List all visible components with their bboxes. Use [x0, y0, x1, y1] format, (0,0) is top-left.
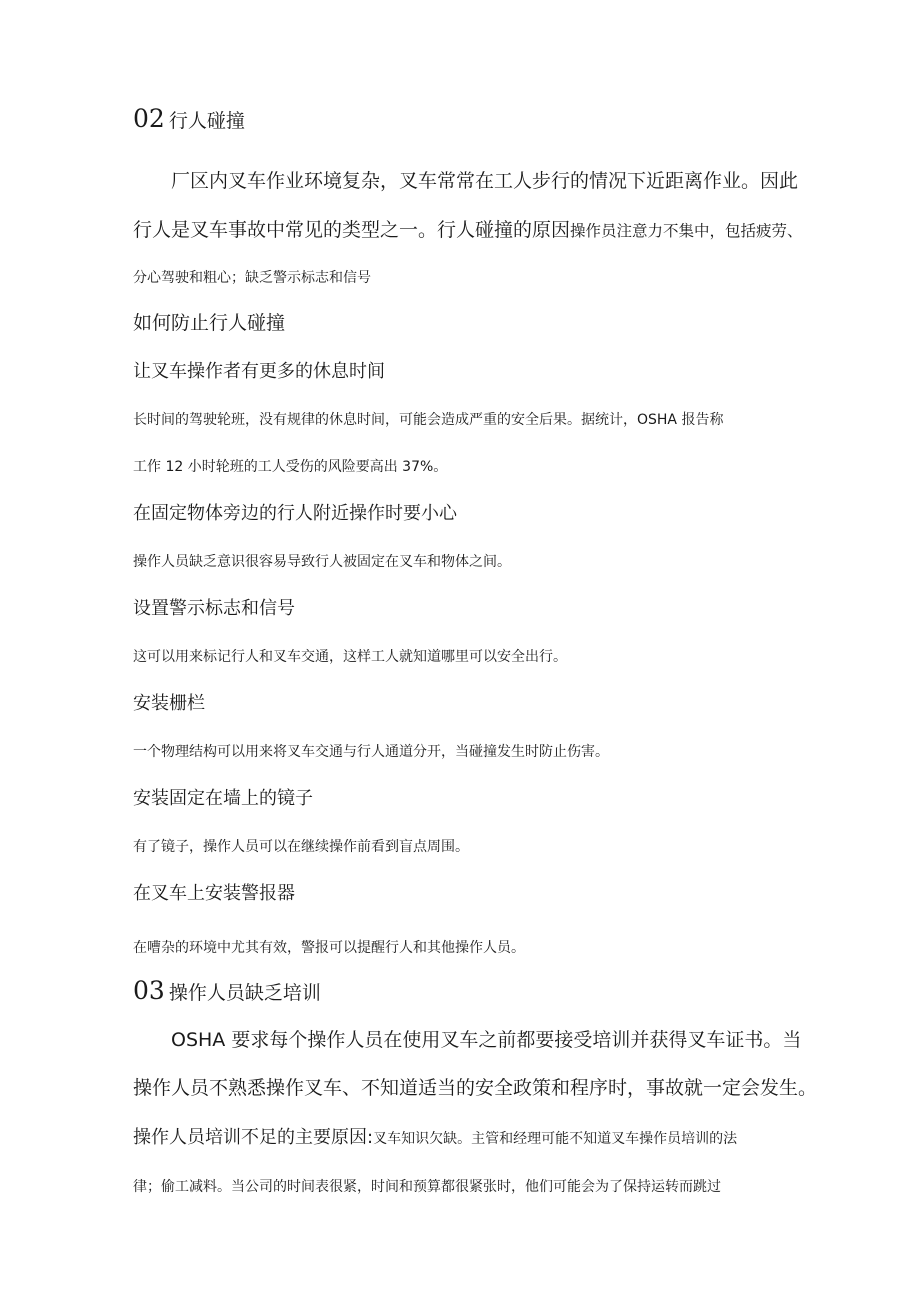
subsection-heading: 如何防止行人碰撞 — [133, 312, 286, 334]
paragraph-text: 行人是叉车事故中常见的类型之一。行人碰撞的原因 — [133, 219, 571, 241]
paragraph-text: 叉车知识欠缺。主管和经理可能不知道叉车操作员培训的法 — [373, 1131, 738, 1147]
paragraph-line: 律；偷工减料。当公司的时间表很紧，时间和预算都很紧张时，他们可能会为了保持运转而跳过 — [133, 1179, 721, 1195]
section-number: 03 — [133, 976, 165, 1005]
item-text: 这可以用来标记行人和叉车交通，这样工人就知道哪里可以安全出行。 — [133, 649, 567, 665]
paragraph-line: OSHA 要求每个操作人员在使用叉车之前都要接受培训并获得叉车证书。当 — [171, 1029, 802, 1051]
paragraph-line — [133, 1129, 737, 1147]
item-text: 长时间的驾驶轮班，没有规律的休息时间，可能会造成严重的安全后果。据统计，OSHA 报告称 — [133, 412, 724, 428]
paragraph-line: 分心驾驶和粗心；缺乏警示标志和信号 — [133, 270, 371, 286]
item-title: 安装栅栏 — [133, 693, 205, 714]
paragraph-line: 操作人员不熟悉操作叉车、不知道适当的安全政策和程序时，事故就一定会发生。 — [133, 1077, 818, 1099]
item-title: 让叉车操作者有更多的休息时间 — [133, 361, 385, 382]
paragraph-line: 厂区内叉车作业环境复杂，叉车常常在工人步行的情况下近距离作业。因此 — [171, 170, 799, 192]
section-number: 02 — [133, 104, 165, 133]
item-text: 在嘈杂的环境中尤其有效，警报可以提醒行人和其他操作人员。 — [133, 940, 525, 956]
item-title: 安装固定在墙上的镜子 — [133, 788, 313, 809]
item-text: 操作人员缺乏意识很容易导致行人被固定在叉车和物体之间。 — [133, 554, 511, 570]
section-title: 行人碰撞 — [168, 110, 245, 132]
item-title: 在固定物体旁边的行人附近操作时要小心 — [133, 503, 457, 524]
item-title: 在叉车上安装警报器 — [133, 883, 295, 904]
item-title: 设置警示标志和信号 — [133, 598, 295, 619]
item-text: 有了镜子，操作人员可以在继续操作前看到盲点周围。 — [133, 839, 469, 855]
section-heading-03 — [133, 978, 321, 1003]
item-text: 工作 12 小时轮班的工人受伤的风险要高出 37%。 — [133, 459, 448, 475]
paragraph-line — [133, 221, 803, 240]
section-heading-02 — [133, 106, 245, 131]
item-text: 一个物理结构可以用来将叉车交通与行人通道分开，当碰撞发生时防止伤害。 — [133, 744, 609, 760]
paragraph-text: 操作人员培训不足的主要原因: — [133, 1127, 374, 1148]
section-title: 操作人员缺乏培训 — [168, 982, 321, 1004]
paragraph-text: 操作员注意力不集中，包括疲劳、 — [570, 222, 803, 240]
